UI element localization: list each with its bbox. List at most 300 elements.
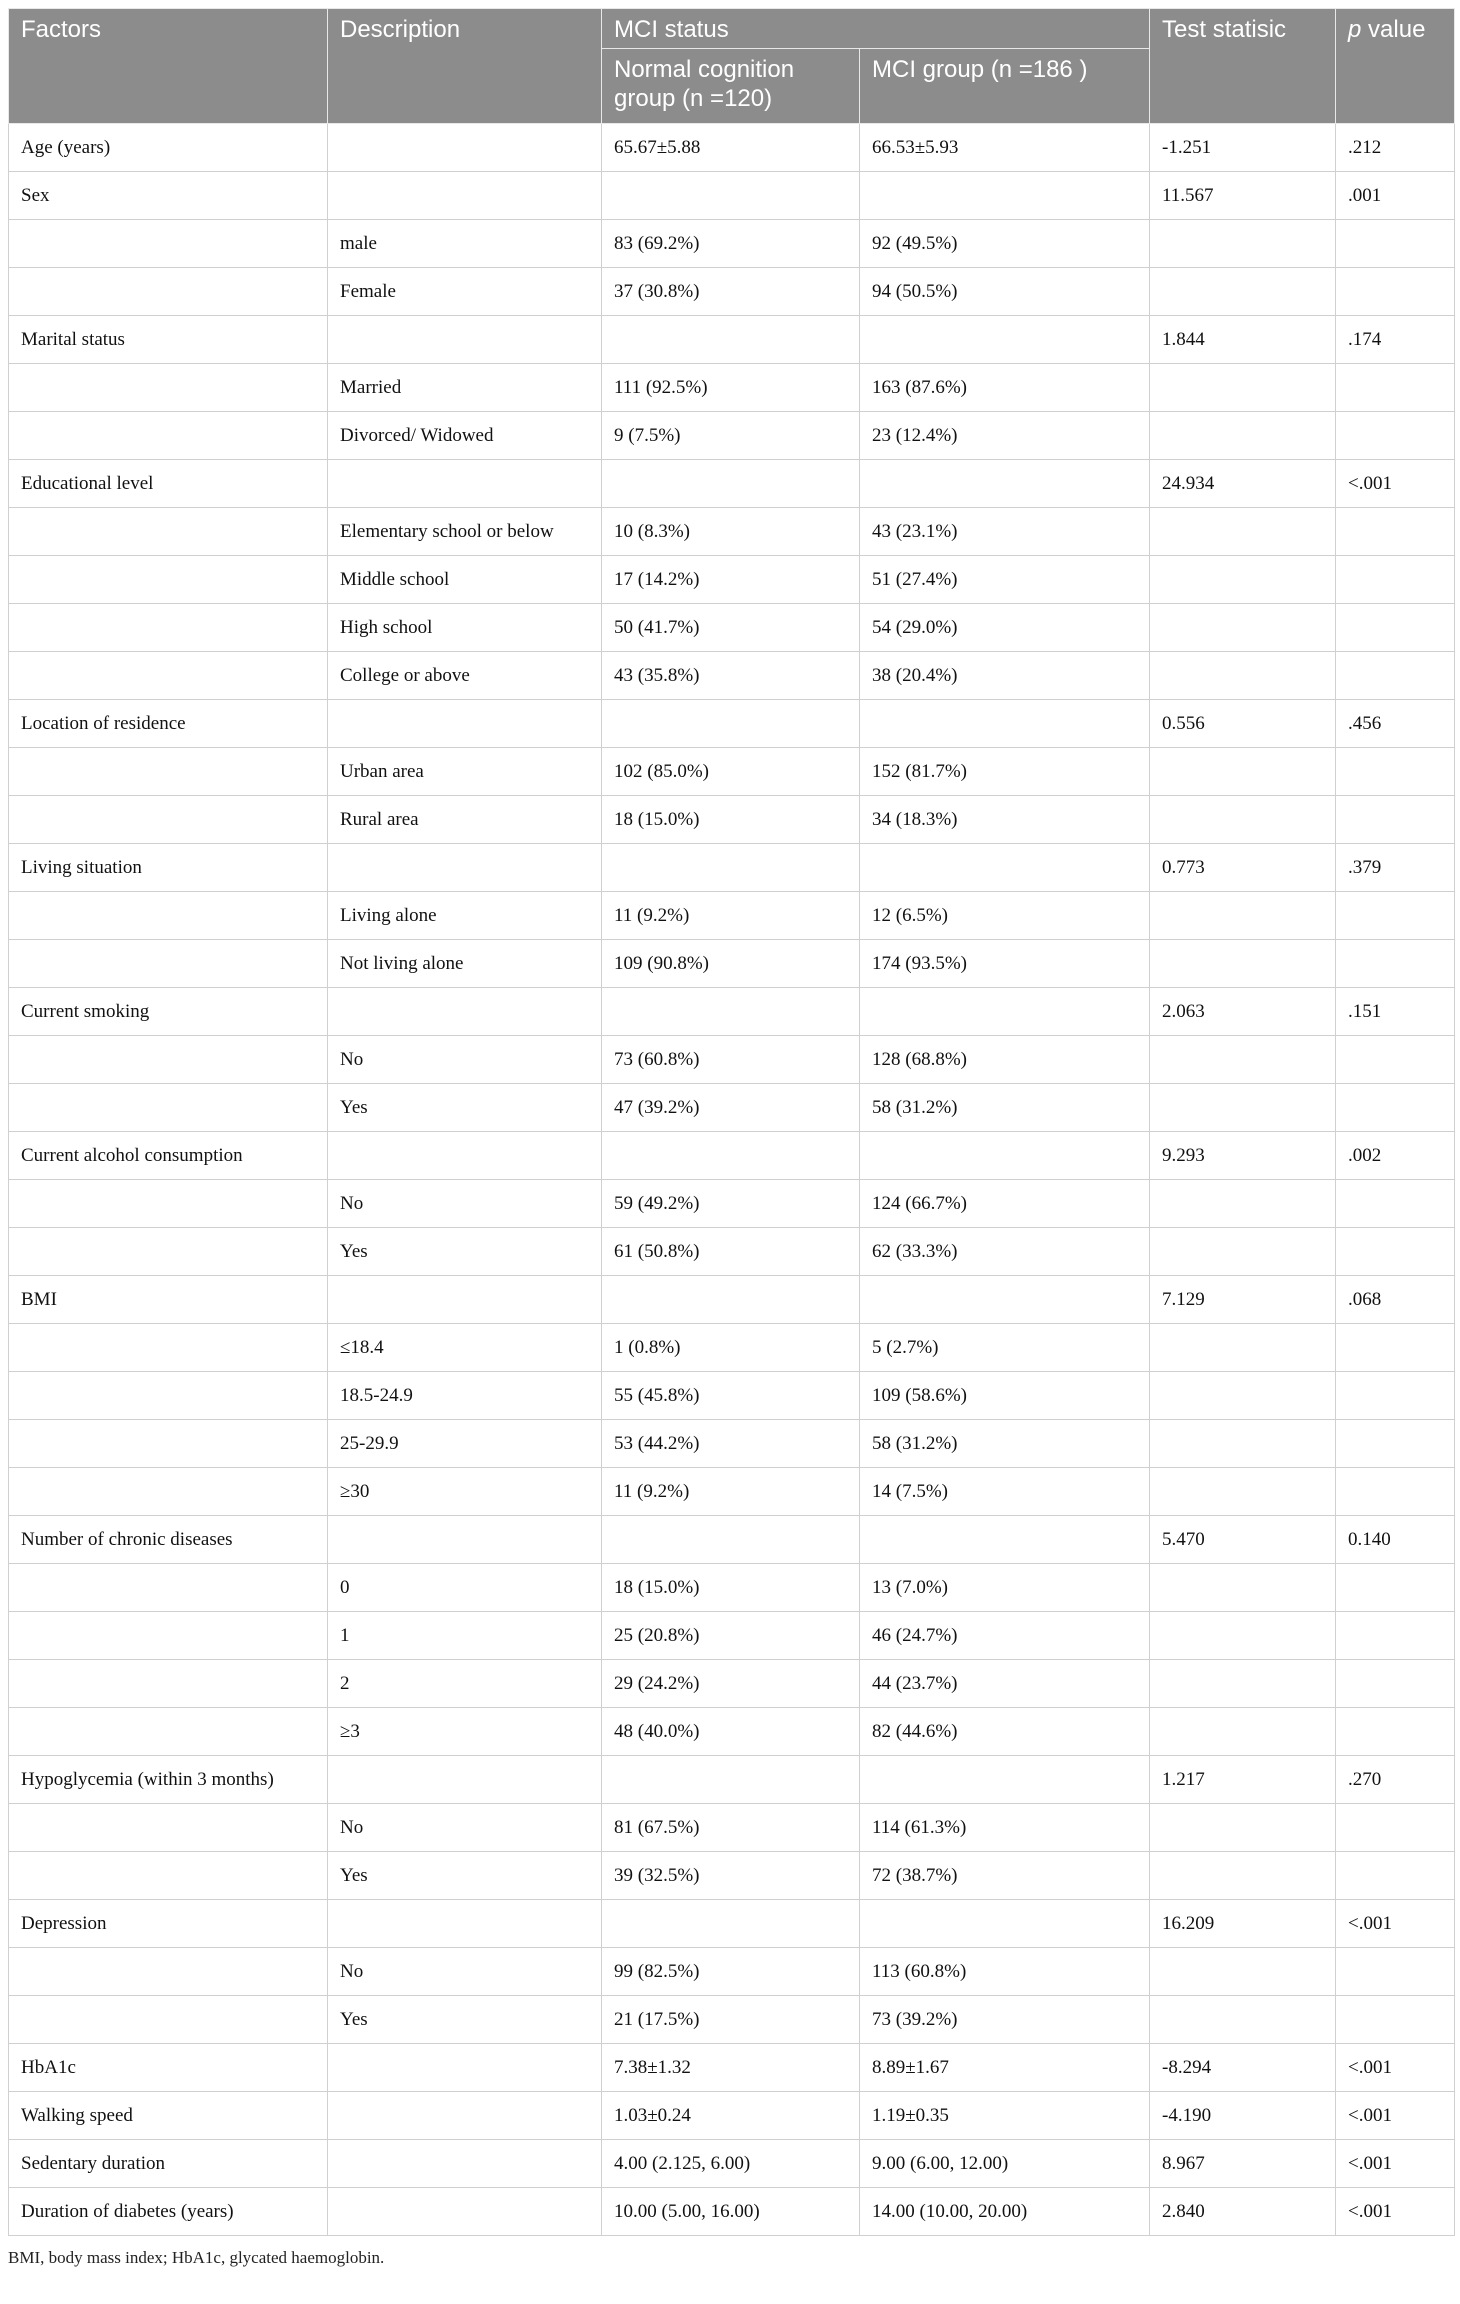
cell-factor xyxy=(9,940,328,988)
cell-normal-group xyxy=(602,460,860,508)
cell-p-value xyxy=(1336,1804,1455,1852)
cell-test-statistic xyxy=(1150,1180,1336,1228)
cell-normal-group: 9 (7.5%) xyxy=(602,412,860,460)
cell-test-statistic: 2.840 xyxy=(1150,2188,1336,2236)
cell-mci-group: 114 (61.3%) xyxy=(860,1804,1150,1852)
cell-description: 18.5-24.9 xyxy=(328,1372,602,1420)
cell-mci-group: 46 (24.7%) xyxy=(860,1612,1150,1660)
cell-description xyxy=(328,700,602,748)
cell-test-statistic: -8.294 xyxy=(1150,2044,1336,2092)
cell-description: Yes xyxy=(328,1084,602,1132)
cell-normal-group: 59 (49.2%) xyxy=(602,1180,860,1228)
cell-mci-group: 9.00 (6.00, 12.00) xyxy=(860,2140,1150,2188)
cell-description: No xyxy=(328,1180,602,1228)
cell-factor: Current smoking xyxy=(9,988,328,1036)
table-container xyxy=(8,8,1454,2268)
cell-normal-group xyxy=(602,1276,860,1324)
cell-factor: HbA1c xyxy=(9,2044,328,2092)
cell-mci-group: 109 (58.6%) xyxy=(860,1372,1150,1420)
cell-p-value: <.001 xyxy=(1336,1900,1455,1948)
table-body xyxy=(9,124,1455,2236)
cell-test-statistic xyxy=(1150,364,1336,412)
cell-factor xyxy=(9,1372,328,1420)
cell-test-statistic xyxy=(1150,796,1336,844)
table-row xyxy=(9,1084,1455,1132)
cell-test-statistic: 9.293 xyxy=(1150,1132,1336,1180)
cell-factor: Sex xyxy=(9,172,328,220)
cell-p-value xyxy=(1336,412,1455,460)
cell-normal-group: 29 (24.2%) xyxy=(602,1660,860,1708)
cell-test-statistic xyxy=(1150,1468,1336,1516)
cell-description: Middle school xyxy=(328,556,602,604)
cell-normal-group: 1 (0.8%) xyxy=(602,1324,860,1372)
cell-p-value xyxy=(1336,940,1455,988)
cell-normal-group: 111 (92.5%) xyxy=(602,364,860,412)
table-row xyxy=(9,2044,1455,2092)
cell-description: ≥3 xyxy=(328,1708,602,1756)
table-footnote: BMI, body mass index; HbA1c, glycated haemoglobin. xyxy=(8,2248,385,2267)
cell-p-value xyxy=(1336,1180,1455,1228)
cell-p-value xyxy=(1336,1564,1455,1612)
cell-factor xyxy=(9,1084,328,1132)
cell-mci-group: 12 (6.5%) xyxy=(860,892,1150,940)
cell-p-value: .270 xyxy=(1336,1756,1455,1804)
cell-factor xyxy=(9,796,328,844)
cell-description: No xyxy=(328,1948,602,1996)
cell-p-value xyxy=(1336,1996,1455,2044)
cell-factor: Living situation xyxy=(9,844,328,892)
cell-factor: BMI xyxy=(9,1276,328,1324)
cell-factor xyxy=(9,220,328,268)
header-p-value xyxy=(1336,9,1455,124)
cell-p-value xyxy=(1336,556,1455,604)
cell-description xyxy=(328,1756,602,1804)
cell-mci-group xyxy=(860,1516,1150,1564)
cell-test-statistic xyxy=(1150,268,1336,316)
cell-p-value: .068 xyxy=(1336,1276,1455,1324)
cell-description xyxy=(328,1900,602,1948)
cell-mci-group: 44 (23.7%) xyxy=(860,1660,1150,1708)
cell-p-value: <.001 xyxy=(1336,2092,1455,2140)
cell-test-statistic xyxy=(1150,1324,1336,1372)
cell-description: 0 xyxy=(328,1564,602,1612)
cell-factor: Educational level xyxy=(9,460,328,508)
table-row xyxy=(9,1180,1455,1228)
table-row xyxy=(9,412,1455,460)
cell-p-value: .212 xyxy=(1336,124,1455,172)
cell-description: Living alone xyxy=(328,892,602,940)
cell-factor: Number of chronic diseases xyxy=(9,1516,328,1564)
cell-normal-group xyxy=(602,1756,860,1804)
cell-test-statistic: 16.209 xyxy=(1150,1900,1336,1948)
cell-description: 25-29.9 xyxy=(328,1420,602,1468)
cell-p-value xyxy=(1336,892,1455,940)
cell-test-statistic: 11.567 xyxy=(1150,172,1336,220)
cell-test-statistic xyxy=(1150,1036,1336,1084)
cell-p-value xyxy=(1336,1372,1455,1420)
cell-factor xyxy=(9,1804,328,1852)
cell-factor xyxy=(9,364,328,412)
header-factors: Factors xyxy=(9,9,328,124)
cell-p-value xyxy=(1336,1228,1455,1276)
cell-normal-group: 55 (45.8%) xyxy=(602,1372,860,1420)
cell-normal-group: 65.67±5.88 xyxy=(602,124,860,172)
table-row xyxy=(9,1804,1455,1852)
cell-factor xyxy=(9,892,328,940)
cell-p-value: <.001 xyxy=(1336,460,1455,508)
cell-description xyxy=(328,2092,602,2140)
cell-p-value xyxy=(1336,1324,1455,1372)
cell-normal-group: 17 (14.2%) xyxy=(602,556,860,604)
table-row xyxy=(9,1372,1455,1420)
cell-mci-group: 152 (81.7%) xyxy=(860,748,1150,796)
cell-test-statistic xyxy=(1150,1660,1336,1708)
cell-normal-group: 1.03±0.24 xyxy=(602,2092,860,2140)
table-row xyxy=(9,748,1455,796)
table-row xyxy=(9,1228,1455,1276)
table-row xyxy=(9,940,1455,988)
cell-normal-group: 73 (60.8%) xyxy=(602,1036,860,1084)
cell-description: ≤18.4 xyxy=(328,1324,602,1372)
cell-mci-group xyxy=(860,988,1150,1036)
cell-description: 2 xyxy=(328,1660,602,1708)
cell-mci-group: 58 (31.2%) xyxy=(860,1084,1150,1132)
cell-p-value: <.001 xyxy=(1336,2188,1455,2236)
cell-normal-group xyxy=(602,316,860,364)
cell-mci-group xyxy=(860,1900,1150,1948)
cell-test-statistic: 0.773 xyxy=(1150,844,1336,892)
cell-mci-group: 13 (7.0%) xyxy=(860,1564,1150,1612)
cell-test-statistic xyxy=(1150,1948,1336,1996)
cell-description: Not living alone xyxy=(328,940,602,988)
cell-test-statistic xyxy=(1150,1084,1336,1132)
cell-test-statistic: 7.129 xyxy=(1150,1276,1336,1324)
cell-test-statistic xyxy=(1150,1420,1336,1468)
cell-normal-group: 109 (90.8%) xyxy=(602,940,860,988)
cell-mci-group: 73 (39.2%) xyxy=(860,1996,1150,2044)
cell-test-statistic xyxy=(1150,508,1336,556)
cell-description: male xyxy=(328,220,602,268)
cell-mci-group: 72 (38.7%) xyxy=(860,1852,1150,1900)
cell-description xyxy=(328,2188,602,2236)
cell-test-statistic xyxy=(1150,748,1336,796)
table-row xyxy=(9,652,1455,700)
table-row xyxy=(9,2140,1455,2188)
cell-normal-group: 81 (67.5%) xyxy=(602,1804,860,1852)
cell-test-statistic xyxy=(1150,1228,1336,1276)
cell-description: High school xyxy=(328,604,602,652)
cell-normal-group: 18 (15.0%) xyxy=(602,796,860,844)
cell-normal-group: 99 (82.5%) xyxy=(602,1948,860,1996)
cell-mci-group: 62 (33.3%) xyxy=(860,1228,1150,1276)
cell-test-statistic: 1.844 xyxy=(1150,316,1336,364)
cell-description: Yes xyxy=(328,1852,602,1900)
cell-factor xyxy=(9,1564,328,1612)
cell-mci-group xyxy=(860,460,1150,508)
cell-factor: Depression xyxy=(9,1900,328,1948)
cell-p-value xyxy=(1336,652,1455,700)
table-row xyxy=(9,1516,1455,1564)
header-mci-status: MCI status xyxy=(602,9,1150,49)
cell-factor xyxy=(9,1324,328,1372)
cell-test-statistic: 1.217 xyxy=(1150,1756,1336,1804)
cell-description xyxy=(328,1276,602,1324)
cell-normal-group xyxy=(602,172,860,220)
cell-factor xyxy=(9,1996,328,2044)
cell-normal-group: 10 (8.3%) xyxy=(602,508,860,556)
cell-factor xyxy=(9,1228,328,1276)
cell-factor: Hypoglycemia (within 3 months) xyxy=(9,1756,328,1804)
cell-factor xyxy=(9,1612,328,1660)
cell-description xyxy=(328,2140,602,2188)
cell-normal-group xyxy=(602,988,860,1036)
cell-factor: Location of residence xyxy=(9,700,328,748)
table-row xyxy=(9,1756,1455,1804)
cell-mci-group xyxy=(860,172,1150,220)
table-row xyxy=(9,316,1455,364)
cell-factor xyxy=(9,412,328,460)
table-row xyxy=(9,556,1455,604)
table-row xyxy=(9,700,1455,748)
cell-mci-group: 14.00 (10.00, 20.00) xyxy=(860,2188,1150,2236)
cell-mci-group xyxy=(860,1132,1150,1180)
cell-p-value: .002 xyxy=(1336,1132,1455,1180)
cell-test-statistic: -1.251 xyxy=(1150,124,1336,172)
cell-normal-group xyxy=(602,1132,860,1180)
cell-mci-group: 38 (20.4%) xyxy=(860,652,1150,700)
cell-normal-group: 47 (39.2%) xyxy=(602,1084,860,1132)
cell-mci-group: 54 (29.0%) xyxy=(860,604,1150,652)
cell-test-statistic xyxy=(1150,1852,1336,1900)
cell-description: ≥30 xyxy=(328,1468,602,1516)
table-row xyxy=(9,1852,1455,1900)
cell-normal-group: 11 (9.2%) xyxy=(602,892,860,940)
cell-p-value xyxy=(1336,796,1455,844)
cell-p-value xyxy=(1336,1948,1455,1996)
cell-p-value xyxy=(1336,1036,1455,1084)
cell-factor: Walking speed xyxy=(9,2092,328,2140)
cell-p-value xyxy=(1336,1612,1455,1660)
cell-p-value xyxy=(1336,604,1455,652)
cell-mci-group xyxy=(860,1756,1150,1804)
cell-factor xyxy=(9,1036,328,1084)
table-row xyxy=(9,220,1455,268)
cell-factor: Sedentary duration xyxy=(9,2140,328,2188)
cell-description: Yes xyxy=(328,1228,602,1276)
cell-factor xyxy=(9,268,328,316)
cell-p-value: .001 xyxy=(1336,172,1455,220)
cell-normal-group: 18 (15.0%) xyxy=(602,1564,860,1612)
cell-mci-group: 128 (68.8%) xyxy=(860,1036,1150,1084)
cell-p-value: 0.140 xyxy=(1336,1516,1455,1564)
cell-description: Elementary school or below xyxy=(328,508,602,556)
cell-test-statistic xyxy=(1150,604,1336,652)
cell-description xyxy=(328,460,602,508)
cell-p-value xyxy=(1336,508,1455,556)
cell-p-value xyxy=(1336,1420,1455,1468)
cell-mci-group: 1.19±0.35 xyxy=(860,2092,1150,2140)
cell-mci-group: 43 (23.1%) xyxy=(860,508,1150,556)
table-row xyxy=(9,268,1455,316)
cell-factor xyxy=(9,1948,328,1996)
cell-test-statistic: 0.556 xyxy=(1150,700,1336,748)
table-row xyxy=(9,1612,1455,1660)
cell-test-statistic xyxy=(1150,892,1336,940)
cell-mci-group: 8.89±1.67 xyxy=(860,2044,1150,2092)
cell-normal-group: 83 (69.2%) xyxy=(602,220,860,268)
cell-test-statistic xyxy=(1150,1708,1336,1756)
cell-p-value xyxy=(1336,1468,1455,1516)
cell-normal-group: 4.00 (2.125, 6.00) xyxy=(602,2140,860,2188)
cell-test-statistic xyxy=(1150,220,1336,268)
cell-p-value: <.001 xyxy=(1336,2140,1455,2188)
cell-mci-group: 34 (18.3%) xyxy=(860,796,1150,844)
table-row xyxy=(9,892,1455,940)
header-mci-group: MCI group (n =186 ) xyxy=(860,49,1150,124)
cell-test-statistic xyxy=(1150,652,1336,700)
cell-p-value: .151 xyxy=(1336,988,1455,1036)
header-test-statistic: Test statisic xyxy=(1150,9,1336,124)
table-row xyxy=(9,1276,1455,1324)
cell-mci-group xyxy=(860,316,1150,364)
cell-normal-group: 39 (32.5%) xyxy=(602,1852,860,1900)
cell-p-value: .456 xyxy=(1336,700,1455,748)
cell-description: Yes xyxy=(328,1996,602,2044)
cell-mci-group: 14 (7.5%) xyxy=(860,1468,1150,1516)
cell-test-statistic: -4.190 xyxy=(1150,2092,1336,2140)
cell-test-statistic: 5.470 xyxy=(1150,1516,1336,1564)
cell-description xyxy=(328,1132,602,1180)
cell-normal-group xyxy=(602,844,860,892)
cell-description xyxy=(328,2044,602,2092)
cell-mci-group: 113 (60.8%) xyxy=(860,1948,1150,1996)
cell-p-value xyxy=(1336,1084,1455,1132)
cell-mci-group xyxy=(860,700,1150,748)
table-row xyxy=(9,1948,1455,1996)
table-row xyxy=(9,1420,1455,1468)
cell-normal-group: 37 (30.8%) xyxy=(602,268,860,316)
header-description: Description xyxy=(328,9,602,124)
cell-factor xyxy=(9,604,328,652)
cell-factor xyxy=(9,1660,328,1708)
cell-normal-group: 11 (9.2%) xyxy=(602,1468,860,1516)
table-row xyxy=(9,1564,1455,1612)
table-row xyxy=(9,1900,1455,1948)
table-row xyxy=(9,844,1455,892)
header-normal-group: Normal cognition group (n =120) xyxy=(602,49,860,124)
cell-p-value xyxy=(1336,1852,1455,1900)
table-row xyxy=(9,988,1455,1036)
cell-description: 1 xyxy=(328,1612,602,1660)
mci-factors-table xyxy=(8,8,1455,2236)
cell-description xyxy=(328,1516,602,1564)
cell-test-statistic xyxy=(1150,556,1336,604)
cell-description xyxy=(328,316,602,364)
cell-test-statistic xyxy=(1150,940,1336,988)
table-row xyxy=(9,1660,1455,1708)
cell-factor: Marital status xyxy=(9,316,328,364)
cell-description xyxy=(328,172,602,220)
cell-description: Divorced/ Widowed xyxy=(328,412,602,460)
cell-mci-group xyxy=(860,844,1150,892)
table-row xyxy=(9,124,1455,172)
cell-mci-group: 174 (93.5%) xyxy=(860,940,1150,988)
cell-mci-group: 92 (49.5%) xyxy=(860,220,1150,268)
cell-mci-group: 163 (87.6%) xyxy=(860,364,1150,412)
table-row xyxy=(9,1324,1455,1372)
cell-factor xyxy=(9,1420,328,1468)
cell-factor xyxy=(9,508,328,556)
table-row xyxy=(9,508,1455,556)
cell-normal-group: 7.38±1.32 xyxy=(602,2044,860,2092)
table-row xyxy=(9,1132,1455,1180)
cell-mci-group xyxy=(860,1276,1150,1324)
table-row xyxy=(9,1468,1455,1516)
cell-test-statistic xyxy=(1150,1996,1336,2044)
cell-mci-group: 5 (2.7%) xyxy=(860,1324,1150,1372)
cell-factor xyxy=(9,748,328,796)
cell-normal-group: 21 (17.5%) xyxy=(602,1996,860,2044)
cell-description xyxy=(328,844,602,892)
cell-factor xyxy=(9,1468,328,1516)
cell-normal-group: 102 (85.0%) xyxy=(602,748,860,796)
cell-description: Married xyxy=(328,364,602,412)
table-row xyxy=(9,460,1455,508)
cell-p-value: <.001 xyxy=(1336,2044,1455,2092)
table-row xyxy=(9,1036,1455,1084)
cell-description: No xyxy=(328,1036,602,1084)
cell-test-statistic xyxy=(1150,412,1336,460)
cell-normal-group xyxy=(602,1900,860,1948)
cell-test-statistic xyxy=(1150,1804,1336,1852)
cell-factor xyxy=(9,652,328,700)
cell-normal-group: 48 (40.0%) xyxy=(602,1708,860,1756)
cell-p-value: .379 xyxy=(1336,844,1455,892)
cell-mci-group: 51 (27.4%) xyxy=(860,556,1150,604)
cell-test-statistic: 2.063 xyxy=(1150,988,1336,1036)
cell-p-value: .174 xyxy=(1336,316,1455,364)
cell-normal-group: 53 (44.2%) xyxy=(602,1420,860,1468)
table-row xyxy=(9,796,1455,844)
cell-test-statistic xyxy=(1150,1612,1336,1660)
cell-factor: Age (years) xyxy=(9,124,328,172)
cell-mci-group: 94 (50.5%) xyxy=(860,268,1150,316)
cell-test-statistic xyxy=(1150,1372,1336,1420)
table-row xyxy=(9,2188,1455,2236)
table-row xyxy=(9,1708,1455,1756)
cell-normal-group xyxy=(602,700,860,748)
cell-description: Female xyxy=(328,268,602,316)
cell-normal-group: 43 (35.8%) xyxy=(602,652,860,700)
cell-normal-group: 10.00 (5.00, 16.00) xyxy=(602,2188,860,2236)
cell-description xyxy=(328,124,602,172)
table-row xyxy=(9,1996,1455,2044)
cell-mci-group: 23 (12.4%) xyxy=(860,412,1150,460)
cell-factor xyxy=(9,1852,328,1900)
cell-p-value xyxy=(1336,1708,1455,1756)
cell-factor xyxy=(9,1180,328,1228)
cell-p-value xyxy=(1336,268,1455,316)
cell-mci-group: 124 (66.7%) xyxy=(860,1180,1150,1228)
table-row xyxy=(9,604,1455,652)
cell-p-value xyxy=(1336,1660,1455,1708)
cell-description: Urban area xyxy=(328,748,602,796)
cell-normal-group: 50 (41.7%) xyxy=(602,604,860,652)
header-p-label: p xyxy=(1348,16,1362,43)
cell-description: College or above xyxy=(328,652,602,700)
table-row xyxy=(9,364,1455,412)
cell-p-value xyxy=(1336,748,1455,796)
